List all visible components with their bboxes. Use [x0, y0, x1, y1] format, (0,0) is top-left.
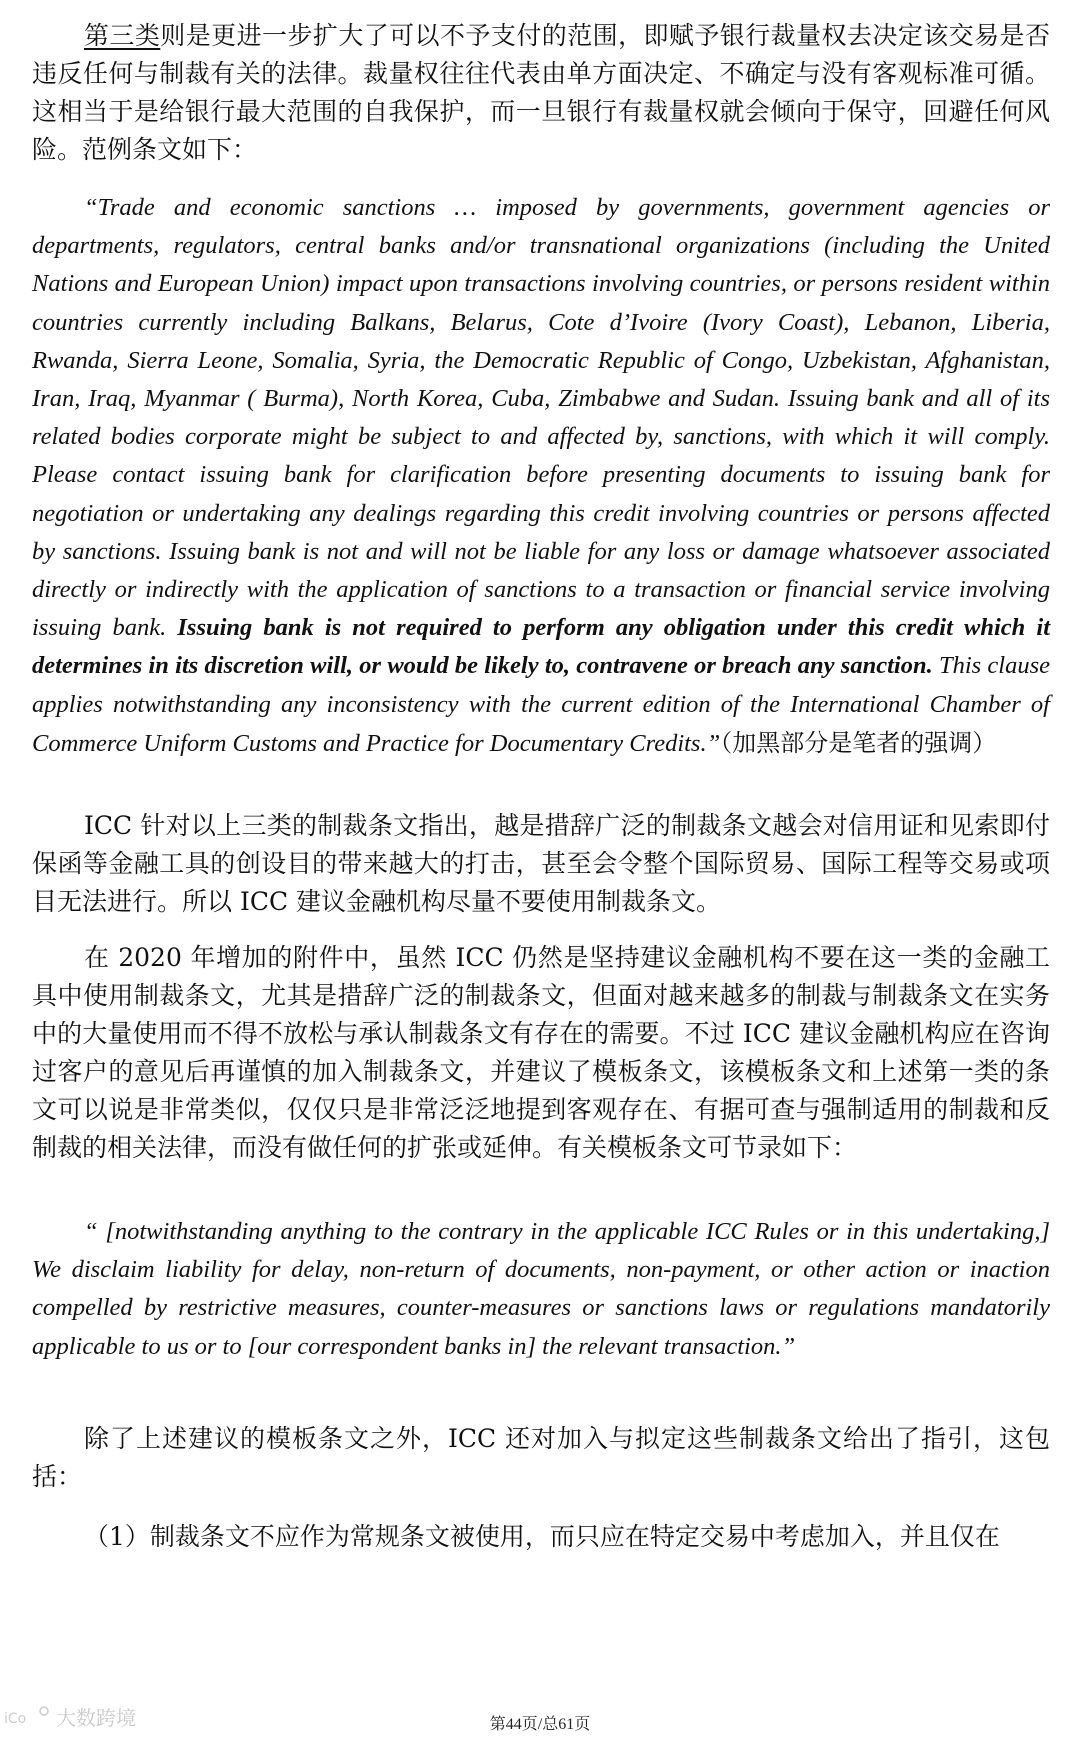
paragraph-2020-annex: 在 2020 年增加的附件中，虽然 ICC 仍然是坚持建议金融机构不要在这一类的金融工具中使用制裁条文，尤其是措辞广泛的制裁条文，但面对越来越多的制裁与制裁条文在实务中的大量使用而不得不放松与承认制裁条文有存在的需要。不过 ICC 建议金融机构应在咨询过客户的意见后再谨慎的加入制裁条文，并建议了模板条文，该模板条文和上述第一类的条文可以说是非常类似，仅仅只是非常泛泛地提到客观存在、有据可查与强制适用的制裁和反制裁的相关法律，而没有做任何的扩张或延伸。有关模板条文可节录如下：: [32, 943, 1050, 1162]
quote-text-part2: This clause applies notwithstanding any inconsistency with the current edition of the International Chamber of Commerce Uniform Customs and Practice for Documentary Credits.”: [32, 652, 1050, 757]
paragraph-category-three: [32, 17, 1050, 169]
quote-sanction-clause-example: [32, 189, 1050, 763]
paragraph-icc-guidance: 除了上述建议的模板条文之外，ICC 还对加入与拟定这些制裁条文给出了指引，这包括：: [32, 1424, 1050, 1491]
watermark-text: 大数跨境: [56, 1706, 136, 1730]
svg-text:iCo: iCo: [4, 1710, 27, 1727]
quote-model-clause: “ [notwithstanding anything to the contrary in the applicable ICC Rules or in this undertaking,] We disclaim liability for delay, non-return of documents, non-payment, or other action or inaction compelled by restrictive measures, counter-measures or sanctions laws or regulations mandatorily applicable to us or to [our correspondent banks in] the relevant transaction.”: [32, 1218, 1050, 1360]
paragraph-icc-view: ICC 针对以上三类的制裁条文指出，越是措辞广泛的制裁条文越会对信用证和见索即付保函等金融工具的创设目的带来越大的打击，甚至会令整个国际贸易、国际工程等交易或项目无法进行。所以 ICC 建议金融机构尽量不要使用制裁条文。: [32, 811, 1050, 916]
author-emphasis-note: （加黑部分是笔者的强调）: [720, 728, 997, 757]
category-three-text: 则是更进一步扩大了可以不予支付的范围，即赋予银行裁量权去决定该交易是否违反任何与制裁有关的法律。裁量权往往代表由单方面决定、不确定与没有客观标准可循。这相当于是给银行最大范围的自我保护，而一旦银行有裁量权就会倾向于保守，回避任何风险。范例条文如下：: [32, 21, 1050, 164]
quote-emphasis-bold: Issuing bank is not required to perform any obligation under this credit which it determines in its discretion will, or would be likely to, contravene or breach any sanction.: [32, 614, 1050, 680]
guidance-item-1: （1）制裁条文不应作为常规条文被使用，而只应在特定交易中考虑加入，并且仅在: [84, 1522, 1000, 1551]
page-number-footer: 第44页/总61页: [489, 1716, 591, 1733]
category-three-heading: 第三类: [84, 21, 161, 50]
quote-text-part1: “Trade and economic sanctions … imposed by governments, government agencies or departments, regulators, central banks and/or transnational organizations (including the United Nations and European Union) impact upon transactions involving countries, or persons resident within countries currently including Balkans, Belarus, Cote d’Ivoire (Ivory Coast), Lebanon, Liberia, Rwanda, Sierra Leone, Somalia, Syria, the Democratic Republic of Congo, Uzbekistan, Afghanistan, Iran, Iraq, Myanmar ( Burma), North Korea, Cuba, Zimbabwe and Sudan. Issuing bank and all of its related bodies corporate might be subject to and affected by, sanctions, with which it will comply. Please contact issuing bank for clarification before presenting documents to issuing bank for negotiation or undertaking any dealings regarding this credit involving countries or persons affected by sanctions. Issuing bank is not and will not be liable for any loss or damage whatsoever associated directly or indirectly with the application of sanctions to a transaction or financial service involving issuing bank.: [32, 194, 1050, 642]
